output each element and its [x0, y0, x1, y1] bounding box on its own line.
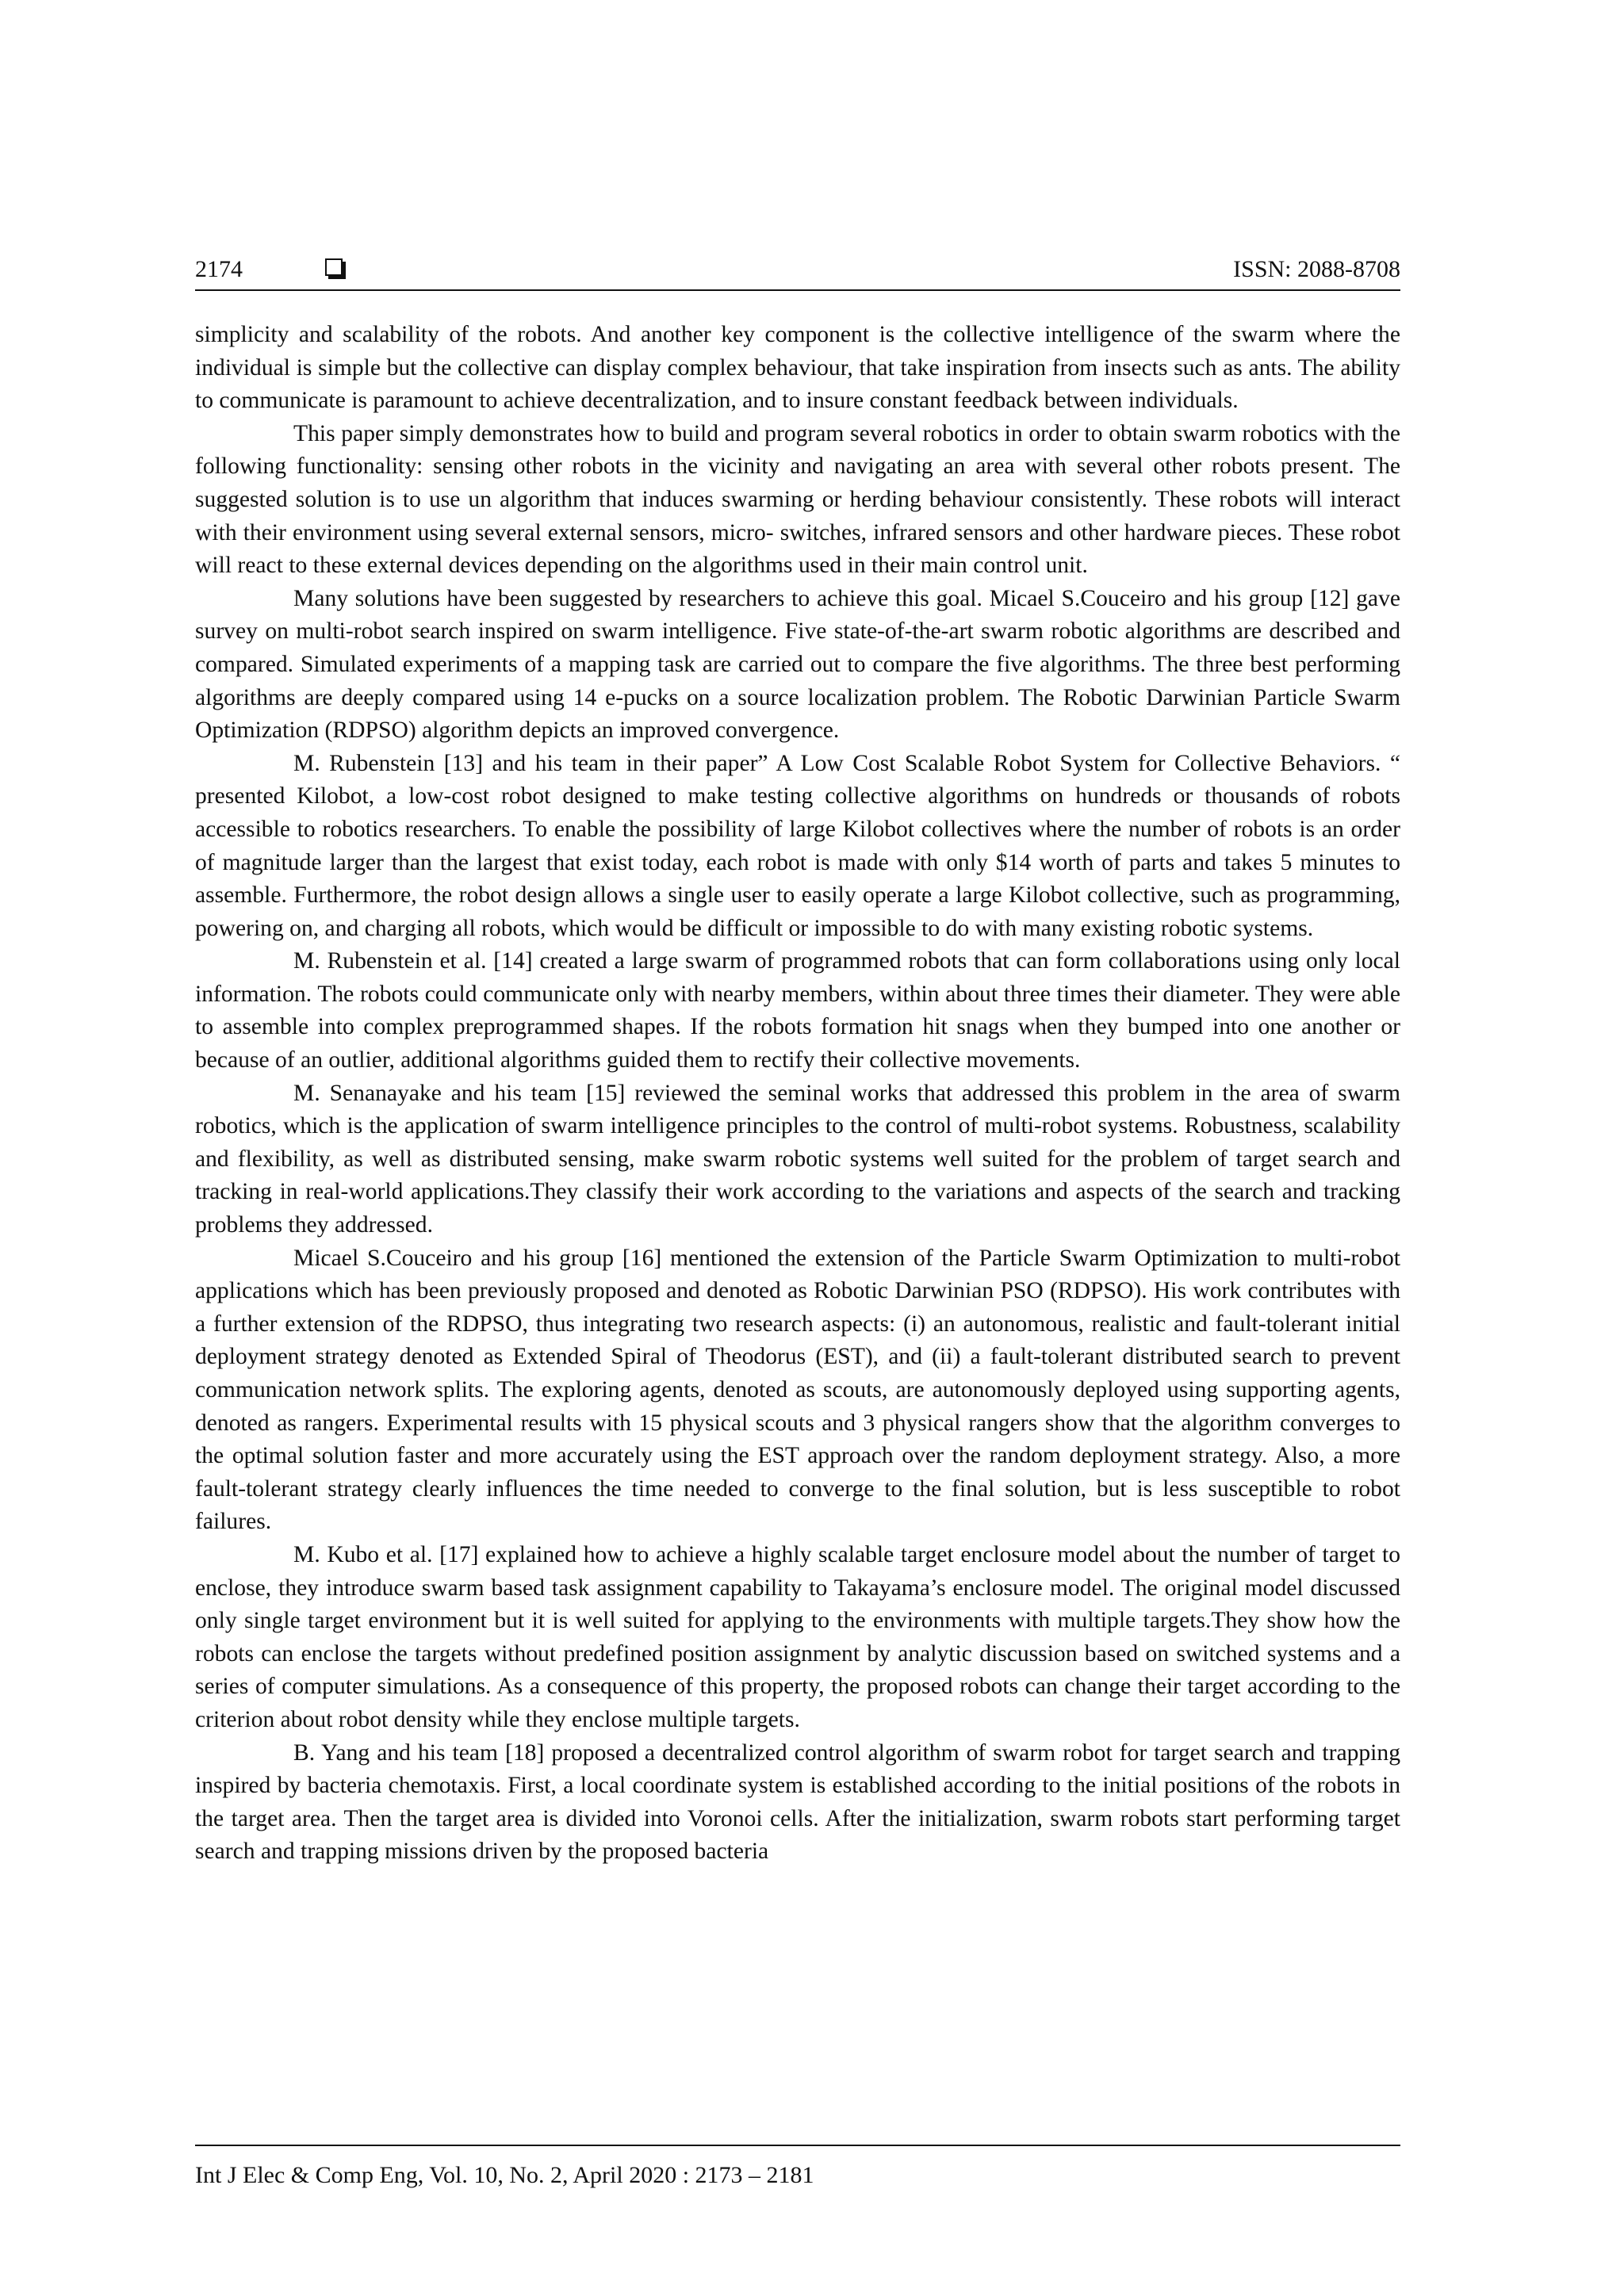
paragraph-ref-16: Micael S.Couceiro and his group [16] mentioned the extension of the Particle Swarm Optimization to multi-robot applications which has been previously proposed and denoted as Robotic Darwinian PSO (RDPSO). His work contributes with a further extension of the RDPSO, thus integrating two research aspects: (i) an autonomous, realistic and fault-tolerant initial deployment strategy denoted as Extended Spiral of Theodorus (EST), and (ii) a fault-tolerant distributed search to prevent communication network splits. The exploring agents, denoted as scouts, are autonomously deployed using supporting agents, denoted as rangers. Experimental results with 15 physical scouts and 3 physical rangers show that the algorithm converges to the optimal solution faster and more accurately using the EST approach over the random deployment strategy. Also, a more fault-tolerant strategy clearly influences the time needed to converge to the final solution, but is less susceptible to robot failures. [195, 1245, 1400, 1535]
page-header [195, 252, 1400, 287]
paragraph-intro: This paper simply demonstrates how to build and program several robotics in order to obtain swarm robotics with the following functionality: sensing other robots in the vicinity and navigating an area with several other robots present. The suggested solution is to use un algorithm that induces swarming or herding behaviour consistently. These robots will interact with their environment using several external sensors, micro- switches, infrared sensors and other hardware pieces. These robot will react to these external devices depending on the algorithms used in their main control unit. [195, 420, 1400, 579]
paragraph-ref-15: M. Senanayake and his team [15] reviewed the seminal works that addressed this problem in the area of swarm robotics, which is the application of swarm intelligence principles to the control of multi-robot systems. Robustness, scalability and flexibility, as well as distributed sensing, make swarm robotic systems well suited for the problem of target search and tracking in real-world applications.They classify their work according to the variations and aspects of the search and tracking problems they addressed. [195, 1080, 1400, 1238]
page-number: 2174 [195, 256, 243, 282]
paragraph-ref-17: M. Kubo et al. [17] explained how to achieve a highly scalable target enclosure model about the number of target to enclose, they introduce swarm based task assignment capability to Takayama’s enclosure model. The original model discussed only single target environment but it is well suited for applying to the environments with multiple targets.They show how the robots can enclose the targets without predefined position assignment by analytic discussion based on switched systems and a series of computer simulations. As a consequence of this property, the proposed robots can change their target according to the criterion about robot density while they enclose multiple targets. [195, 1541, 1400, 1732]
footer-citation: Int J Elec & Comp Eng, Vol. 10, No. 2, April 2020 : 2173 – 2181 [195, 2162, 814, 2188]
paragraph-ref-14: M. Rubenstein et al. [14] created a large swarm of programmed robots that can form collaborations using only local information. The robots could communicate only with nearby members, within about three times their diameter. They were able to assemble into complex preprogrammed shapes. If the robots formation hit snags when they bumped into one another or because of an outlier, additional algorithms guided them to rectify their collective movements. [195, 948, 1400, 1073]
paragraph-ref-18: B. Yang and his team [18] proposed a decentralized control algorithm of swarm robot for target search and trapping inspired by bacteria chemotaxis. First, a local coordinate system is established according to the initial positions of the robots in the target area. Then the target area is divided into Voronoi cells. After the initialization, swarm robots start performing target search and trapping missions driven by the proposed bacteria [195, 1739, 1400, 1865]
paragraph-ref-12: Many solutions have been suggested by researchers to achieve this goal. Micael S.Couceiro and his group [12] gave survey on multi-robot search inspired on swarm intelligence. Five state-of-the-art swarm robotic algorithms are described and compared. Simulated experiments of a mapping task are carried out to compare the five algorithms. The three best performing algorithms are deeply compared using 14 e-pucks on a source localization problem. The Robotic Darwinian Particle Swarm Optimization (RDPSO) algorithm depicts an improved convergence. [195, 585, 1400, 744]
body-text [195, 319, 1400, 1869]
header-rule [195, 289, 1400, 291]
footer-rule [195, 2145, 1400, 2146]
box-icon [325, 258, 343, 276]
issn: ISSN: 2088-8708 [1233, 256, 1400, 282]
paragraph-ref-13: M. Rubenstein [13] and his team in their paper” A Low Cost Scalable Robot System for Collective Behaviors. “ presented Kilobot, a low-cost robot designed to make testing collective algorithms on hundreds or thousands of robots accessible to robotics researchers. To enable the possibility of large Kilobot collectives where the number of robots is an order of magnitude larger than the largest that exist today, each robot is made with only $14 worth of parts and takes 5 minutes to assemble. Furthermore, the robot design allows a single user to easily operate a large Kilobot collective, such as programming, powering on, and charging all robots, which would be difficult or impossible to do with many existing robotic systems. [195, 750, 1400, 941]
paragraph-continued: simplicity and scalability of the robots. And another key component is the collective intelligence of the swarm where the individual is simple but the collective can display complex behaviour, that take inspiration from insects such as ants. The ability to communicate is paramount to achieve decentralization, and to insure constant feedback between individuals. [195, 322, 1400, 414]
